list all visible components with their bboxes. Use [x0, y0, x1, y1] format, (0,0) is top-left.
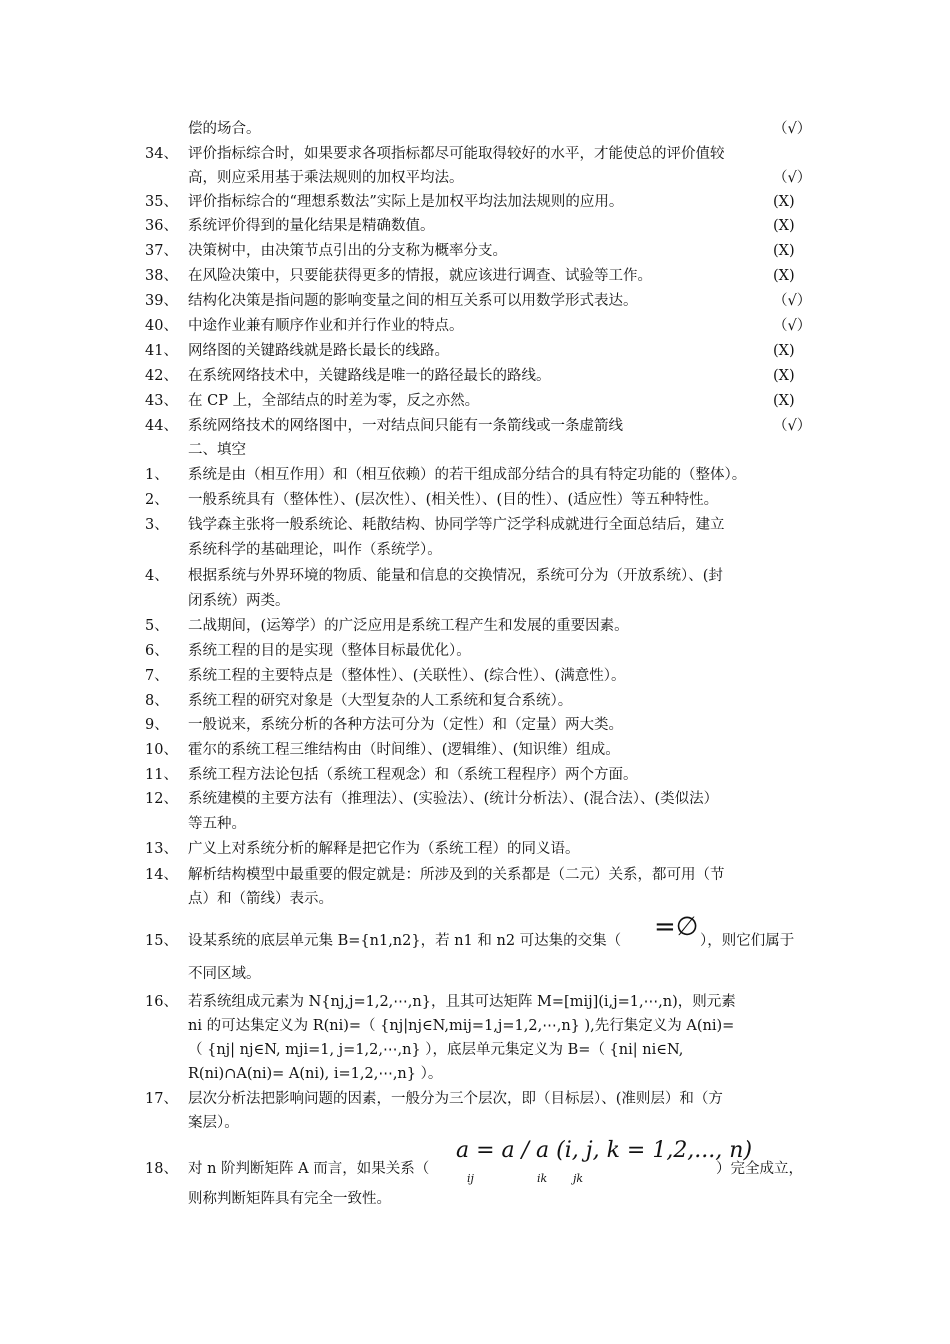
fill-item — [0, 887, 950, 911]
judgement-item — [0, 142, 950, 166]
item-number: 39、 — [145, 293, 178, 309]
item-text: 系统是由（相互作用）和（相互依赖）的若干组成部分结合的具有特定功能的（整体）。 — [188, 467, 747, 483]
item-answer: (X) — [773, 218, 795, 234]
item-text: 一般系统具有（整体性）、(层次性）、(相关性）、(目的性）、(适应性）等五种特性。 — [188, 492, 719, 508]
formula-subscript-ij: ij — [467, 1172, 474, 1185]
item-text: 设某系统的底层单元集 B={n1,n2}，若 n1 和 n2 可达集的交集（ — [188, 933, 622, 949]
fill-item-15-line-2 — [0, 962, 950, 986]
item-text: 评价指标综合的“理想系数法”实际上是加权平均法加法规则的应用。 — [188, 194, 624, 210]
item-number: 34、 — [145, 146, 178, 162]
fill-item — [0, 837, 950, 861]
fill-item-16-line-2 — [0, 1014, 950, 1038]
formula-subscript-ik: ik — [537, 1172, 548, 1185]
item-text: 系统科学的基础理论，叫作（系统学）。 — [188, 542, 442, 558]
item-text: 钱学森主张将一般系统论、耗散结构、协同学等广泛学科成就进行全面总结后，建立 — [188, 517, 725, 533]
item-number: 44、 — [145, 418, 178, 434]
item-number: 11、 — [145, 767, 178, 783]
fill-item — [0, 538, 950, 562]
judgement-item — [0, 264, 950, 288]
item-text: 系统评价得到的量化结果是精确数值。 — [188, 218, 435, 234]
fill-item — [0, 488, 950, 512]
item-number: 37、 — [145, 243, 178, 259]
item-text: 案层）。 — [188, 1115, 239, 1131]
item-text: 系统工程的主要特点是（整体性）、(关联性）、(综合性）、(满意性）。 — [188, 668, 626, 684]
item-text: 广义上对系统分析的解释是把它作为（系统工程）的同义语。 — [188, 841, 580, 857]
fill-item — [0, 513, 950, 537]
item-answer: （√） — [773, 121, 812, 137]
item-text: 解析结构模型中最重要的假定就是：所涉及到的关系都是（二元）关系，都可用（节 — [188, 867, 725, 883]
item-text: 根据系统与外界环境的物质、能量和信息的交换情况，系统可分为（开放系统）、(封 — [188, 568, 723, 584]
fill-item-18-line-2 — [0, 1187, 950, 1211]
item-number: 35、 — [145, 194, 178, 210]
item-text: 在系统网络技术中，关键路线是唯一的路径最长的路线。 — [188, 368, 551, 384]
item-text: 层次分析法把影响问题的因素，一般分为三个层次，即（目标层）、(准则层）和（方 — [188, 1091, 723, 1107]
item-answer: (X) — [773, 194, 795, 210]
section-title-line — [0, 438, 950, 462]
fill-item — [0, 763, 950, 787]
fill-item — [0, 639, 950, 663]
item-number: 13、 — [145, 841, 178, 857]
item-number: 17、 — [145, 1091, 178, 1107]
item-text: 系统工程的研究对象是（大型复杂的人工系统和复合系统）。 — [188, 693, 573, 709]
item-number: 16、 — [145, 994, 178, 1010]
fill-item-15-line-1 — [0, 912, 950, 953]
fill-item — [0, 713, 950, 737]
item-number: 10、 — [145, 742, 178, 758]
item-text: 评价指标综合时，如果要求各项指标都尽可能取得较好的水平，才能使总的评价值较 — [188, 146, 725, 162]
item-number: 40、 — [145, 318, 178, 334]
item-text: （ {nj| nj∈N, mji=1, j=1,2,⋯,n} ），底层单元集定义为 B=（ {ni| ni∈N, — [188, 1042, 684, 1058]
fill-item — [0, 614, 950, 638]
item-text: 网络图的关键路线就是路长最长的线路。 — [188, 343, 449, 359]
item-number: 43、 — [145, 393, 178, 409]
item-number: 9、 — [145, 717, 169, 733]
fill-item-16-line-3 — [0, 1038, 950, 1062]
item-number: 15、 — [145, 933, 178, 949]
item-text: 二战期间，(运筹学）的广泛应用是系统工程产生和发展的重要因素。 — [188, 618, 629, 634]
formula-subscript-jk: jk — [573, 1172, 584, 1185]
fill-item — [0, 664, 950, 688]
item-answer: （√） — [773, 318, 812, 334]
item-number: 41、 — [145, 343, 178, 359]
item-answer: （√） — [773, 170, 812, 186]
consistency-formula: a = a / a (i, j, k = 1,2,..., n) — [456, 1138, 753, 1163]
item-number: 14、 — [145, 867, 178, 883]
item-text: 在 CP 上，全部结点的时差为零，反之亦然。 — [188, 393, 480, 409]
item-text-tail: ），则它们属于 — [700, 933, 795, 949]
judgement-item — [0, 314, 950, 338]
judgement-item — [0, 214, 950, 238]
item-text: 中途作业兼有顺序作业和并行作业的特点。 — [188, 318, 464, 334]
item-text: 不同区域。 — [188, 966, 261, 982]
fill-item — [0, 812, 950, 836]
item-text: 等五种。 — [188, 816, 246, 832]
judgement-item — [0, 364, 950, 388]
item-number: 36、 — [145, 218, 178, 234]
item-number: 12、 — [145, 791, 178, 807]
item-text: 系统网络技术的网络图中，一对结点间只能有一条箭线或一条虚箭线 — [188, 418, 623, 434]
item-answer: (X) — [773, 393, 795, 409]
item-text: R(ni)∩A(ni)= A(ni), i=1,2,⋯,n} ）。 — [188, 1066, 443, 1082]
item-number: 7、 — [145, 668, 169, 684]
item-answer: (X) — [773, 343, 795, 359]
judgement-item — [0, 239, 950, 263]
item-answer: (X) — [773, 268, 795, 284]
item-text: 在风险决策中，只要能获得更多的情报，就应该进行调查、试验等工作。 — [188, 268, 652, 284]
item-text: 一般说来，系统分析的各种方法可分为（定性）和（定量）两大类。 — [188, 717, 623, 733]
fill-item-16-line-1 — [0, 990, 950, 1014]
fill-item — [0, 564, 950, 588]
item-text: 霍尔的系统工程三维结构由（时间维）、(逻辑维）、(知识维）组成。 — [188, 742, 620, 758]
section-title: 二、填空 — [188, 442, 246, 458]
item-answer: (X) — [773, 243, 795, 259]
item-text: 决策树中，由决策节点引出的分支称为概率分支。 — [188, 243, 507, 259]
item-text: 系统工程方法论包括（系统工程观念）和（系统工程程序）两个方面。 — [188, 767, 638, 783]
fill-item — [0, 863, 950, 887]
item-answer: （√） — [773, 293, 812, 309]
fill-item — [0, 463, 950, 487]
item-text: 系统建模的主要方法有（推理法）、(实验法）、(统计分析法）、(混合法）、(类似法） — [188, 791, 719, 807]
fill-item — [0, 689, 950, 713]
judgement-item — [0, 339, 950, 363]
item-text: 结构化决策是指问题的影响变量之间的相互关系可以用数学形式表达。 — [188, 293, 638, 309]
judgement-item — [0, 389, 950, 413]
item-number: 42、 — [145, 368, 178, 384]
item-text: 高，则应采用基于乘法规则的加权平均法。 — [188, 170, 464, 186]
item-text: 系统工程的目的是实现（整体目标最优化）。 — [188, 643, 471, 659]
item-text-tail: ）完全成立， — [716, 1161, 803, 1177]
judgement-item — [0, 414, 950, 438]
fill-item-16-line-4 — [0, 1062, 950, 1086]
item-number: 38、 — [145, 268, 178, 284]
item-number: 8、 — [145, 693, 169, 709]
item-answer: （√） — [773, 418, 812, 434]
item-number: 3、 — [145, 517, 169, 533]
item-number: 4、 — [145, 568, 169, 584]
fill-item — [0, 738, 950, 762]
judgement-item — [0, 190, 950, 214]
item-text: 闭系统）两类。 — [188, 593, 290, 609]
item-text: 对 n 阶判断矩阵 A 而言，如果关系（ — [188, 1161, 430, 1177]
item-text: 若系统组成元素为 N{nj,j=1,2,⋯,n}，且其可达矩阵 M=[mij](i,j=1,⋯,n)，则元素 — [188, 994, 736, 1010]
fill-item-17-line-1 — [0, 1087, 950, 1111]
judgement-item — [0, 289, 950, 313]
fill-item — [0, 787, 950, 811]
judgement-item — [0, 166, 950, 190]
item-text: ni 的可达集定义为 R(ni)=（ {nj|nj∈N,mij=1,j=1,2,⋯,n} ),先行集定义为 A(ni)= — [188, 1018, 735, 1034]
empty-set-formula: =∅ — [654, 912, 699, 942]
item-number: 2、 — [145, 492, 169, 508]
item-text: 则称判断矩阵具有完全一致性。 — [188, 1191, 391, 1207]
item-number: 18、 — [145, 1161, 178, 1177]
item-number: 6、 — [145, 643, 169, 659]
fill-item-18-line-1 — [0, 1138, 950, 1185]
item-text: 点）和（箭线）表示。 — [188, 891, 333, 907]
item-text: 偿的场合。 — [188, 121, 261, 137]
fill-item — [0, 589, 950, 613]
fill-item-17-line-2 — [0, 1111, 950, 1135]
judgement-item — [0, 117, 950, 141]
item-number: 5、 — [145, 618, 169, 634]
item-answer: (X) — [773, 368, 795, 384]
item-number: 1、 — [145, 467, 169, 483]
